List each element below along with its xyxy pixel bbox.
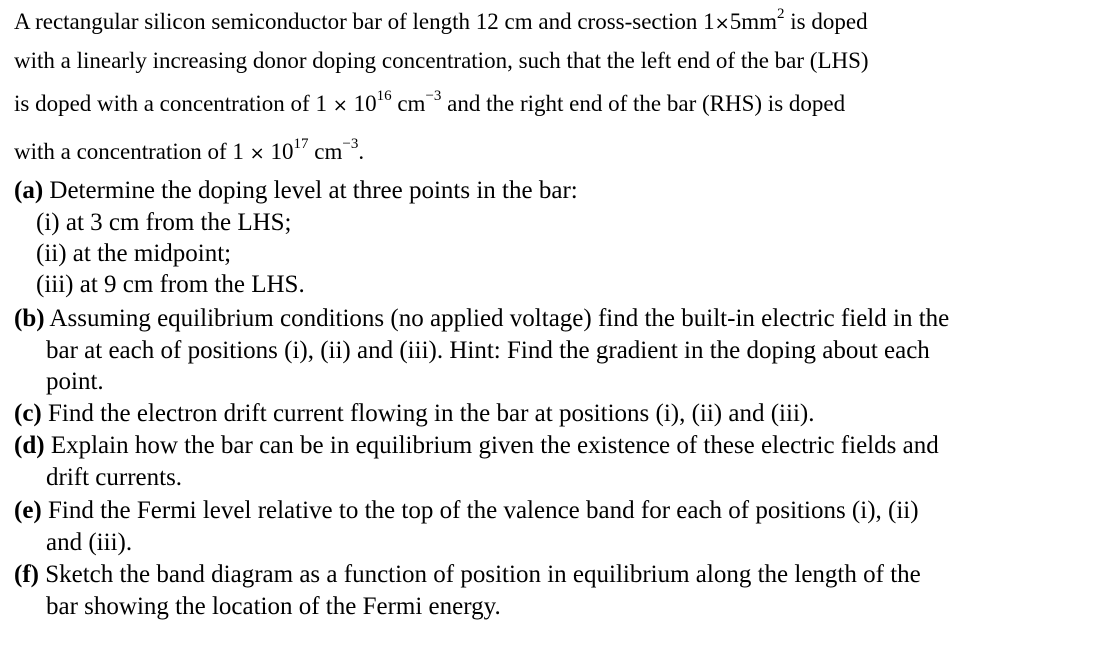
part-e-line-2: and (iii). — [46, 529, 133, 556]
intro-text: with a concentration of 1 — [14, 139, 250, 164]
intro-text: 10 — [264, 139, 294, 164]
intro-line-3 — [14, 90, 845, 120]
part-label: (f) — [14, 561, 39, 588]
part-text: Find the Fermi level relative to the top of the valence band for each of positions (i), (ii) — [41, 497, 919, 524]
part-label: (a) — [14, 177, 44, 204]
part-f-line-2: bar showing the location of the Fermi energy. — [46, 593, 501, 620]
part-text: Determine the doping level at three points in the bar: — [43, 177, 578, 204]
times-symbol: × — [249, 143, 265, 164]
part-d — [14, 432, 939, 460]
intro-text: . — [358, 139, 365, 164]
part-label: (d) — [14, 432, 45, 459]
part-label: (e) — [14, 497, 42, 524]
part-a-subitem-2: (ii) at the midpoint; — [36, 240, 232, 267]
intro-line-1 — [14, 8, 868, 38]
intro-text: and the right end of the bar (RHS) is doped — [441, 91, 846, 116]
intro-text: cm — [308, 139, 343, 164]
intro-line-2: with a linearly increasing donor doping concentration, such that the left end of the bar (LHS) — [14, 48, 869, 73]
intro-text: is doped — [784, 9, 868, 34]
intro-text: is doped with a concentration of 1 — [14, 91, 333, 116]
part-a-subitem-1: (i) at 3 cm from the LHS; — [36, 209, 292, 236]
intro-text: 10 — [347, 91, 377, 116]
superscript: −3 — [425, 88, 442, 104]
part-e — [14, 497, 919, 525]
part-label: (b) — [14, 305, 45, 332]
superscript: 16 — [376, 88, 392, 104]
part-f — [14, 561, 921, 589]
part-b-line-2: bar at each of positions (i), (ii) and (iii). Hint: Find the gradient in the doping about each — [46, 337, 930, 364]
intro-text: cm — [391, 91, 426, 116]
part-c — [14, 400, 814, 428]
part-text: Find the electron drift current flowing in the bar at positions (i), (ii) and (iii). — [41, 400, 815, 427]
superscript: 17 — [293, 136, 309, 152]
part-b — [14, 305, 949, 333]
part-a — [14, 177, 578, 205]
times-symbol: × — [714, 13, 730, 34]
intro-text: 5mm — [729, 9, 778, 34]
part-text: Explain how the bar can be in equilibrium given the existence of these electric fields and — [44, 432, 939, 459]
times-symbol: × — [332, 95, 348, 116]
part-text: Assuming equilibrium conditions (no applied voltage) find the built-in electric field in the — [44, 305, 950, 332]
intro-line-4 — [14, 138, 364, 168]
superscript: −3 — [342, 136, 359, 152]
part-label: (c) — [14, 400, 42, 427]
superscript: 2 — [777, 6, 785, 22]
part-a-subitem-3: (iii) at 9 cm from the LHS. — [36, 271, 305, 298]
part-text: Sketch the band diagram as a function of position in equilibrium along the length of the — [38, 561, 921, 588]
part-b-line-3: point. — [46, 368, 104, 395]
part-d-line-2: drift currents. — [46, 464, 183, 491]
intro-text: A rectangular silicon semiconductor bar of length 12 cm and cross-section 1 — [14, 9, 715, 34]
